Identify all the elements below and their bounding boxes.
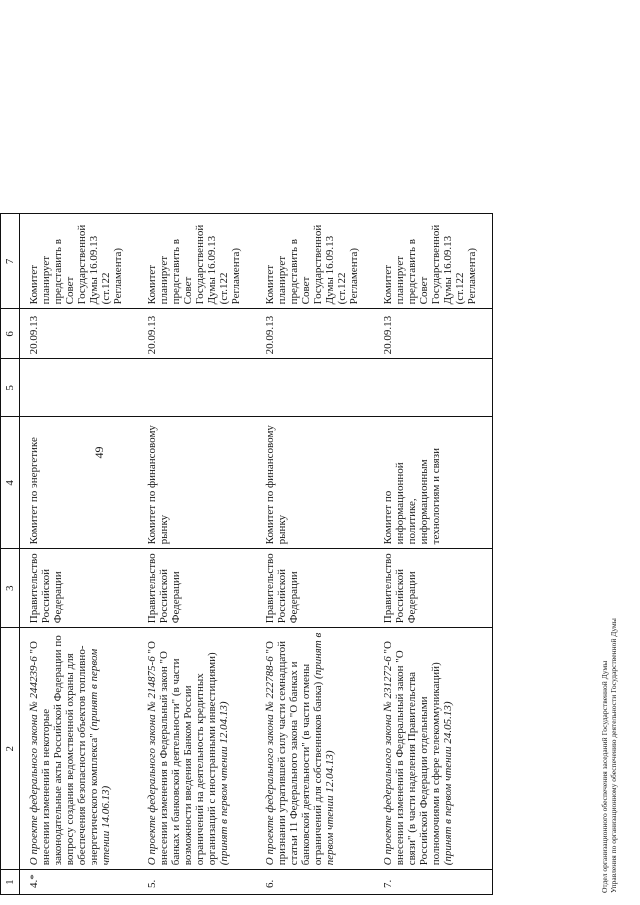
header-cell-4: 4 <box>1 417 20 549</box>
bill-text: "О внесении изменений в некоторые законодательные акты Российской Федерации по вопросу создания ведомственной охраны для обеспечения безопасности объектов топливно-энергетического комплекса" <box>28 635 100 866</box>
bill-description <box>138 628 256 870</box>
bill-title: О проекте федерального закона № 214875-6 <box>146 656 158 866</box>
bill-title: О проекте федерального закона № 231272-6 <box>382 656 394 866</box>
bill-note: (принят в первом чтении 12.04.13) <box>312 632 336 866</box>
bill-note: (принят в первом чтении 14.06.13) <box>88 648 112 866</box>
row-number: 5. <box>138 870 256 895</box>
header-row <box>1 214 20 895</box>
committee: Комитет по финансовому рынку <box>256 417 374 549</box>
column-5 <box>20 359 139 417</box>
bill-description <box>374 628 493 870</box>
bill-description <box>20 628 139 870</box>
committee-plan: Комитет планирует представить в Совет Государственной Думы 16.09.13 (ст.122 Регламента) <box>20 214 139 309</box>
bill-description <box>256 628 374 870</box>
header-cell-3: 3 <box>1 549 20 628</box>
agenda-table <box>0 213 493 895</box>
committee: Комитет по финансовому рынку <box>138 417 256 549</box>
row-number: 7. <box>374 870 493 895</box>
table-row <box>138 214 256 895</box>
header-cell-7: 7 <box>1 214 20 309</box>
table-row <box>256 214 374 895</box>
date: 20.09.13 <box>138 309 256 359</box>
committee-plan: Комитет планирует представить в Совет Государственной Думы 16.09.13 (ст.122 Регламента) <box>256 214 374 309</box>
header-cell-5: 5 <box>1 359 20 417</box>
bill-title: О проекте федерального закона № 244239-6 <box>28 656 40 866</box>
table-row <box>20 214 139 895</box>
column-5 <box>256 359 374 417</box>
date: 20.09.13 <box>256 309 374 359</box>
bill-note: (принят в первом чтении 12.04.13) <box>218 701 230 866</box>
initiator: Правительство Российской Федерации <box>256 549 374 628</box>
page-number: 49 <box>92 446 106 459</box>
bill-title: О проекте федерального закона № 222788-6 <box>264 656 276 866</box>
bill-text: "О внесении изменений в Федеральный закон "О связи" (в части наделения Правительства Российской Федерации отдельными полномочиями в сфере телекоммуникаций) <box>382 641 442 866</box>
committee-plan: Комитет планирует представить в Совет Государственной Думы 16.09.13 (ст.122 Регламента) <box>374 214 493 309</box>
row-number: 6. <box>256 870 374 895</box>
date: 20.09.13 <box>20 309 139 359</box>
header-cell-6: 6 <box>1 309 20 359</box>
column-5 <box>374 359 493 417</box>
initiator: Правительство Российской Федерации <box>138 549 256 628</box>
header-cell-1: 1 <box>1 870 20 895</box>
date: 20.09.13 <box>374 309 493 359</box>
footer-line-2: Управления по организационному обеспечению деятельности Государственной Думы <box>609 618 618 893</box>
bill-text: "О признании утратившей силу части семнадцатой статьи 11 Федерального закона "О банках и банковской деятельности" (в части отмены ограничений для собственников банка) <box>264 641 324 866</box>
header-cell-2: 2 <box>1 628 20 870</box>
table-row <box>374 214 493 895</box>
initiator: Правительство Российской Федерации <box>20 549 139 628</box>
committee: Комитет по энергетике <box>20 417 139 549</box>
initiator: Правительство Российской Федерации <box>374 549 493 628</box>
committee-plan: Комитет планирует представить в Совет Государственной Думы 16.09.13 (ст.122 Регламента) <box>138 214 256 309</box>
column-5 <box>138 359 256 417</box>
committee: Комитет по информационной политике, информационным технологиям и связи <box>374 417 493 549</box>
footer <box>600 618 618 893</box>
bill-text: "О внесении изменения в Федеральный закон "О банках и банковской деятельности" (в части возможности введения Банком России ограничений на деятельность кредитных организаций с иностранными инвестициями) <box>146 641 218 866</box>
footer-line-1: Отдел организационного обеспечения заседаний Государственной Думы <box>600 660 609 893</box>
bill-note: (принят в первом чтении 24.05.13) <box>442 701 454 866</box>
row-number: 4.* <box>20 870 139 895</box>
